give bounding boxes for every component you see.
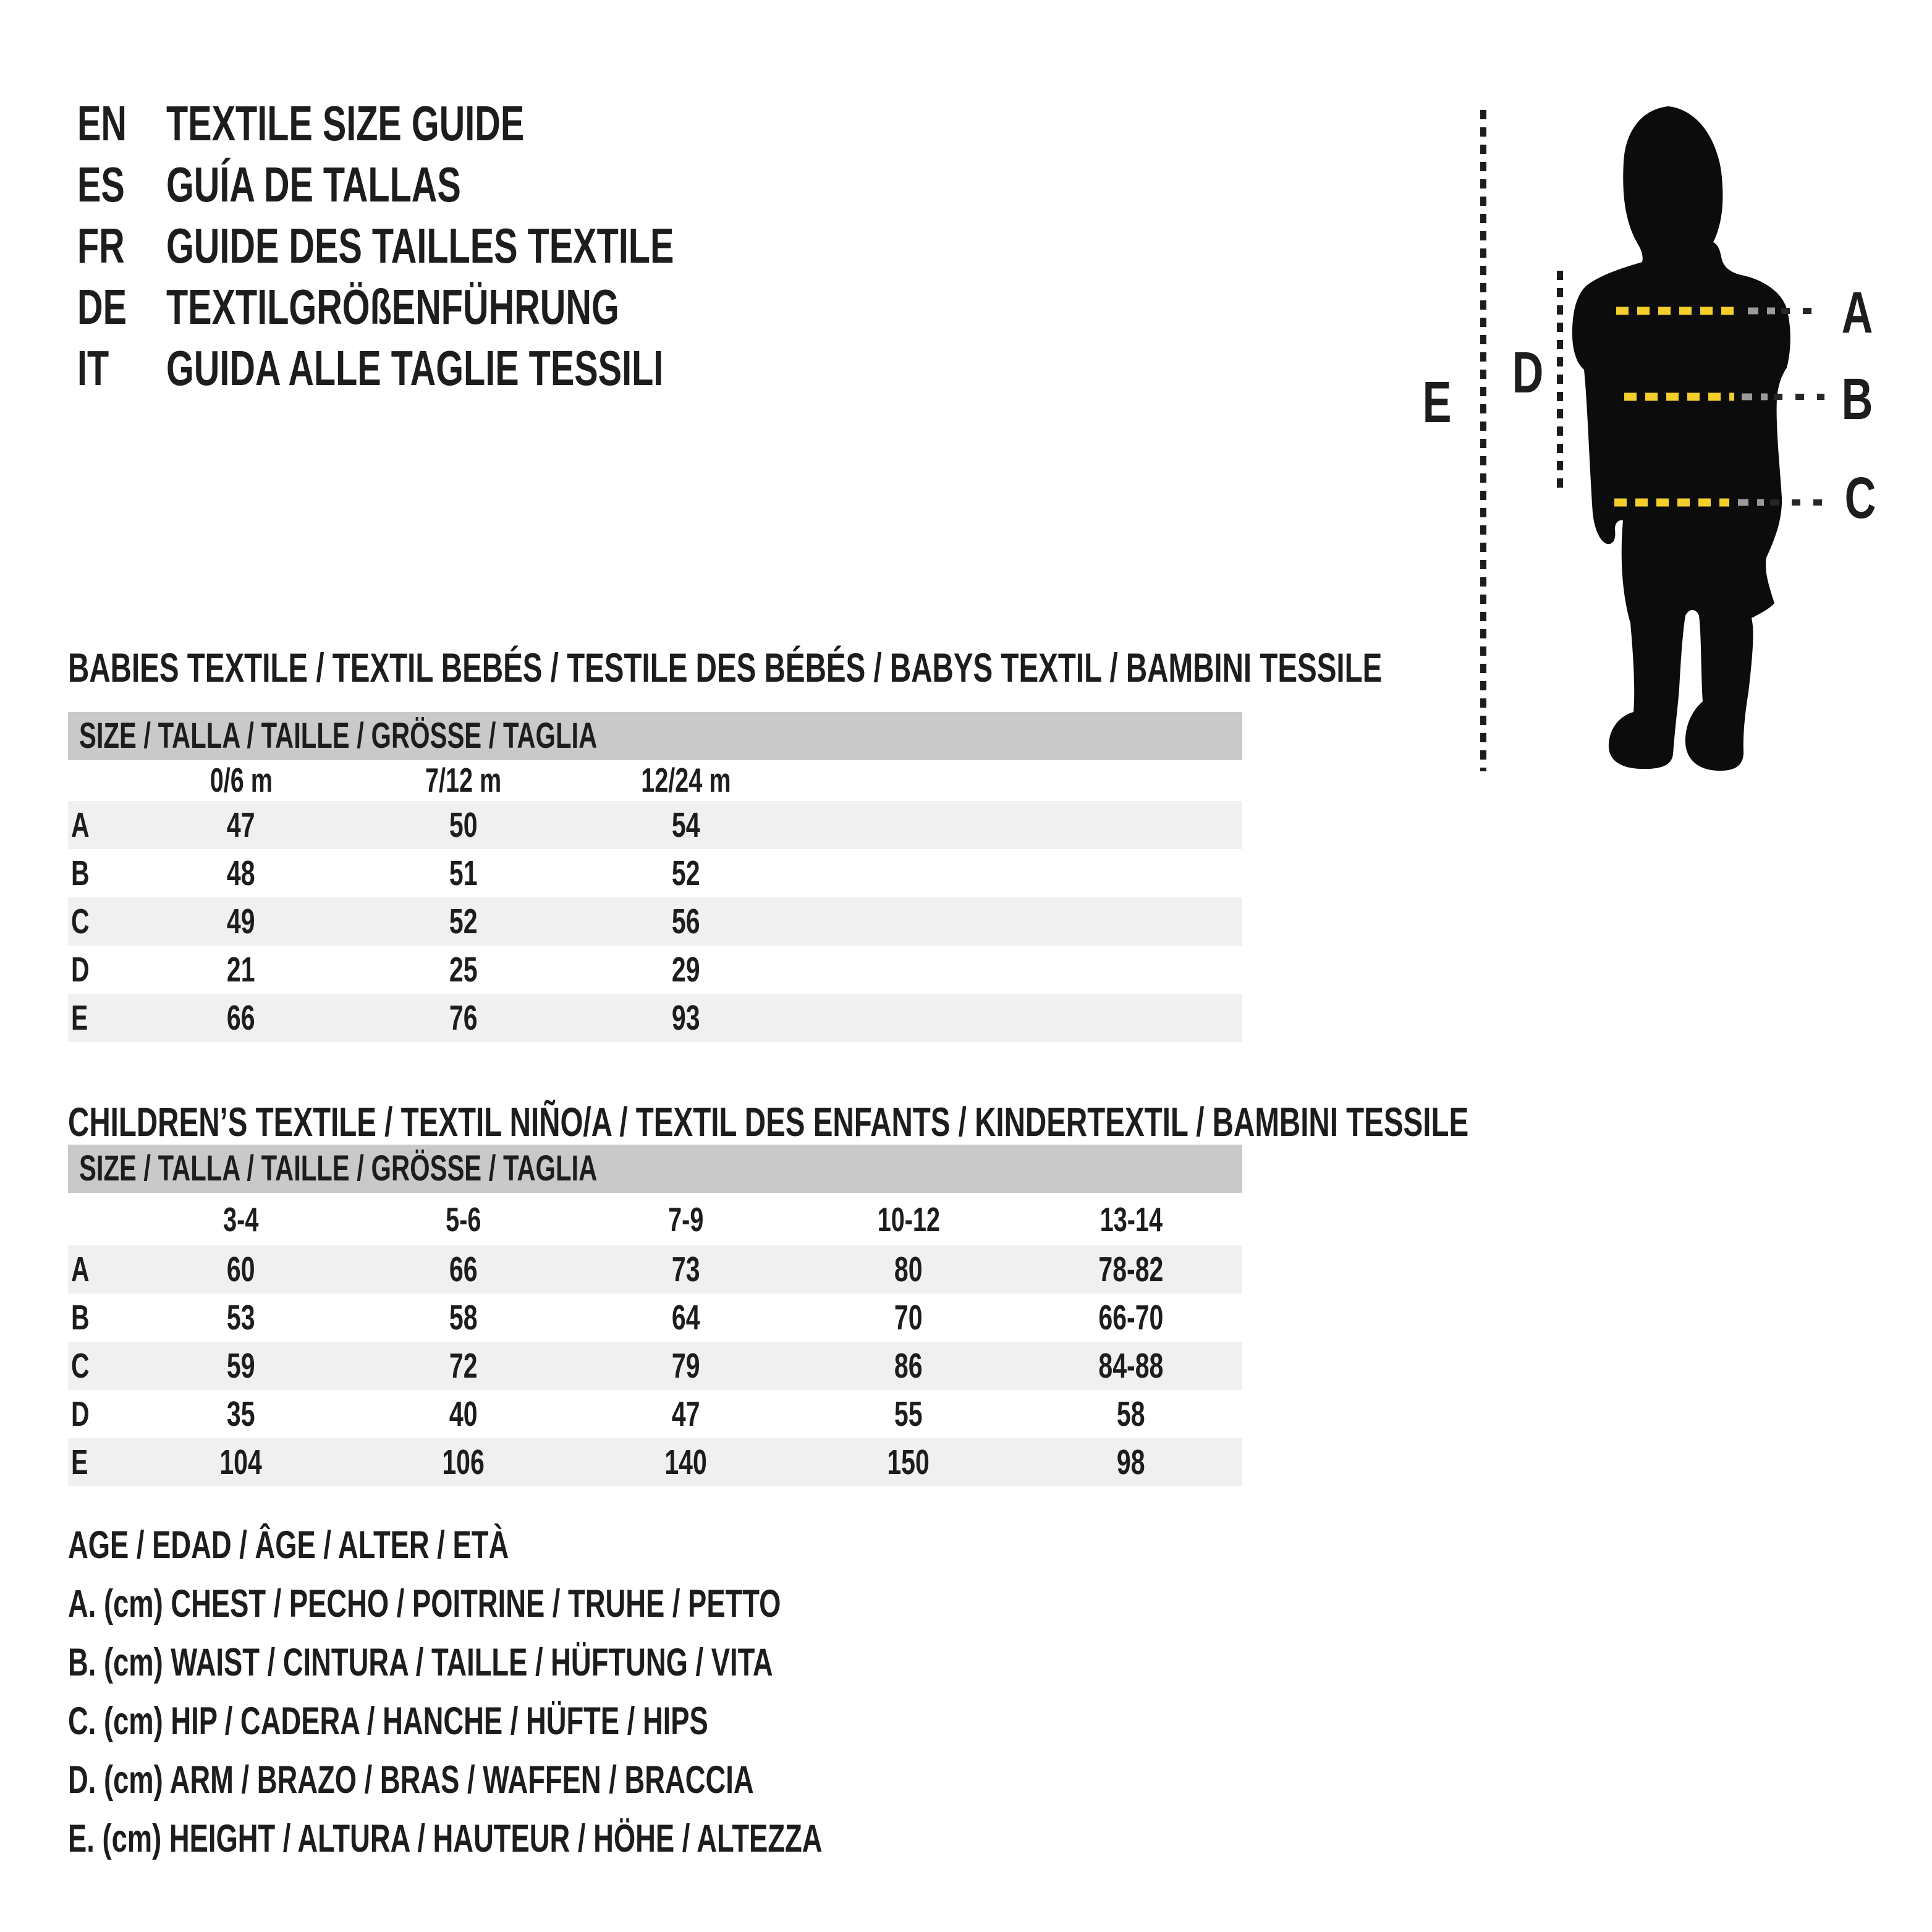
table-cell: 140 [664,1443,708,1482]
label-a: A [1841,279,1873,345]
babies-section-title: BABIES TEXTILE / TEXTIL BEBÉS / TESTILE DES BÉBÉS / BABYS TEXTIL / BAMBINI TESSILE [68,645,1383,690]
table-cell: 66-70 [1098,1298,1164,1337]
table-cell: 21 [227,950,255,989]
table-cell: 49 [227,902,255,941]
row-label: A [71,1250,90,1289]
children-section-title: CHILDREN’S TEXTILE / TEXTIL NIÑO/A / TEXTIL DES ENFANTS / KINDERTEXTIL / BAMBINI TESSILE [68,1099,1469,1145]
table-cell: 80 [894,1250,923,1289]
language-row-es [77,154,610,215]
table-cell: 56 [672,902,700,941]
language-row-it [77,337,891,399]
label-b: B [1841,365,1873,432]
language-code: DE [77,279,127,334]
language-title: TEXTILGRÖßENFÜHRUNG [166,279,619,334]
table-cell: 55 [894,1394,923,1434]
table-cell: 40 [449,1394,478,1434]
legend-line-chest: A. (cm) CHEST / PECHO / POITRINE / TRUHE / PETTO [68,1582,781,1625]
legend-line-arm: D. (cm) ARM / BRAZO / BRAS / WAFFEN / BRACCIA [68,1758,754,1802]
table-cell: 73 [672,1250,700,1289]
table-cell: 150 [887,1443,930,1482]
table-cell: 104 [219,1443,263,1482]
language-row-de [77,276,830,337]
label-e: E [1422,368,1452,435]
babies-column-header: 12/24 m [641,761,731,799]
babies-row-c [68,897,1242,946]
children-column-header: 7-9 [668,1200,704,1239]
language-title: GUIDA ALLE TAGLIE TESSILI [166,341,664,396]
label-d: D [1512,339,1544,405]
children-row-c [68,1342,1242,1390]
babies-column-header: 0/6 m [210,761,273,799]
table-cell: 58 [1117,1394,1145,1434]
babies-column-header-row [68,759,1242,801]
table-cell: 51 [449,854,478,893]
language-title: TEXTILE SIZE GUIDE [166,96,525,151]
row-label: B [71,854,90,893]
table-cell: 52 [449,902,478,941]
table-cell: 76 [449,998,478,1038]
table-cell: 60 [227,1250,255,1289]
legend-line-height: E. (cm) HEIGHT / ALTURA / HAUTEUR / HÖHE / ALTEZZA [68,1817,823,1860]
children-column-header: 10-12 [877,1200,940,1239]
children-row-d [68,1390,1242,1438]
table-cell: 58 [449,1298,478,1337]
children-column-header: 3-4 [223,1200,259,1239]
row-label: D [71,950,90,989]
table-cell: 106 [442,1443,485,1482]
table-cell: 66 [449,1250,478,1289]
legend-line-age: AGE / EDAD / ÂGE / ALTER / ETÀ [68,1523,509,1567]
table-cell: 93 [672,998,700,1038]
children-row-e [68,1438,1242,1486]
table-cell: 70 [894,1298,923,1337]
table-cell: 35 [227,1394,255,1434]
children-column-header: 13-14 [1099,1200,1163,1239]
table-cell: 25 [449,950,478,989]
table-cell: 47 [227,805,255,845]
row-label: A [71,805,90,845]
row-label: C [71,902,90,941]
table-cell: 79 [672,1346,700,1386]
children-row-a [68,1245,1242,1294]
table-cell: 29 [672,950,700,989]
measurement-figure [1409,87,1932,803]
table-cell: 84-88 [1098,1346,1164,1386]
table-cell: 54 [672,805,700,845]
table-cell: 66 [227,998,255,1038]
babies-row-d [68,946,1242,994]
children-row-b [68,1294,1242,1342]
children-column-header-row [68,1194,1242,1245]
language-code: IT [77,341,109,396]
row-label: B [71,1298,90,1337]
table-cell: 86 [894,1346,923,1386]
table-cell: 52 [672,854,700,893]
babies-column-header: 7/12 m [425,761,502,799]
table-cell: 98 [1117,1443,1145,1482]
language-code: ES [77,157,125,212]
label-c: C [1844,464,1876,531]
table-cell: 78-82 [1098,1250,1164,1289]
language-row-fr [77,215,906,276]
table-cell: 53 [227,1298,255,1337]
language-row-en [77,93,698,154]
children-column-header: 5-6 [446,1200,481,1239]
row-label: E [71,998,88,1038]
language-title: GUÍA DE TALLAS [166,157,461,212]
table-cell: 72 [449,1346,478,1386]
row-label: D [71,1394,90,1434]
row-label: C [71,1346,90,1386]
language-code: EN [77,96,127,151]
row-label: E [71,1443,88,1482]
language-code: FR [77,218,125,273]
babies-size-header-bar: SIZE / TALLA / TAILLE / GRÖSSE / TAGLIA [68,712,1242,760]
babies-row-a [68,801,1242,849]
table-cell: 59 [227,1346,255,1386]
legend-line-hip: C. (cm) HIP / CADERA / HANCHE / HÜFTE / HIPS [68,1700,708,1743]
table-cell: 47 [672,1394,700,1434]
table-cell: 50 [449,805,478,845]
babies-row-b [68,849,1242,897]
babies-row-e [68,994,1242,1042]
table-cell: 64 [672,1298,700,1337]
language-title: GUIDE DES TAILLES TEXTILE [166,218,674,273]
children-size-header-bar: SIZE / TALLA / TAILLE / GRÖSSE / TAGLIA [68,1145,1242,1193]
legend-line-waist: B. (cm) WAIST / CINTURA / TAILLE / HÜFTUNG / VITA [68,1641,773,1684]
table-cell: 48 [227,854,255,893]
